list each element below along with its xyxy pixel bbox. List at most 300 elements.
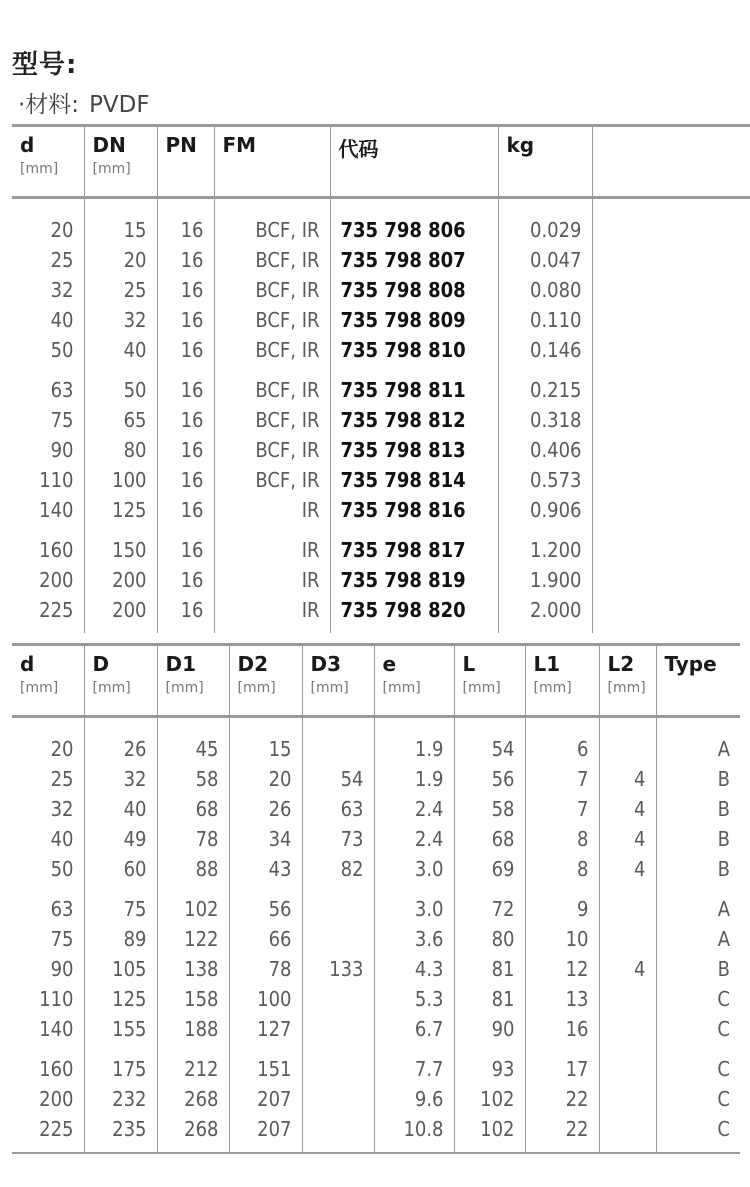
dimensions-table (12, 643, 740, 1154)
table-cell: 16 (157, 335, 214, 365)
column-header (374, 645, 454, 717)
table-row (12, 465, 750, 495)
column-header-label: d (20, 652, 35, 676)
column-header (525, 645, 599, 717)
table-cell (302, 1014, 374, 1044)
column-header-label: D2 (237, 652, 269, 676)
table-cell: B (656, 764, 740, 794)
spacer-cell (84, 884, 157, 894)
spacer-cell (157, 1044, 229, 1054)
table-cell: 268 (157, 1114, 229, 1144)
table-cell: 16 (157, 535, 214, 565)
spacer-cell (374, 717, 454, 735)
spacer-cell (229, 717, 302, 735)
table-cell: 8 (525, 824, 599, 854)
table-row (12, 954, 740, 984)
table-cell: 0.080 (498, 275, 592, 305)
column-header-label: 代码 (338, 137, 379, 161)
table-cell: 75 (50, 408, 74, 432)
table-cell: 200 (39, 568, 74, 592)
table-cell: 7 (525, 794, 599, 824)
spacer-cell (525, 1144, 599, 1153)
table-cell: C (656, 1084, 740, 1114)
empty-cell (592, 465, 750, 495)
spacer-cell (157, 525, 214, 535)
column-header-label: kg (506, 133, 535, 157)
table-cell (599, 984, 656, 1014)
column-header-unit: [mm] (92, 680, 131, 696)
table-cell: 43 (229, 854, 302, 884)
column-header-unit: [mm] (165, 680, 204, 696)
table-cell: 5.3 (374, 984, 454, 1014)
spacer-cell (656, 717, 740, 735)
spacer-cell (229, 1044, 302, 1054)
table-cell: 100 (229, 984, 302, 1014)
table-cell: IR (214, 565, 330, 595)
table-cell: BCF, IR (214, 245, 330, 275)
empty-cell (592, 495, 750, 525)
spacer-cell (12, 525, 84, 535)
table-cell: 63 (50, 897, 74, 921)
column-header-unit: [mm] (310, 680, 349, 696)
table-cell: 0.029 (498, 215, 592, 245)
article-code-cell: 735 798 807 (330, 245, 498, 275)
empty-cell (592, 245, 750, 275)
spacer-cell (454, 717, 525, 735)
table-row (12, 215, 750, 245)
table-row (12, 435, 750, 465)
table-cell: B (656, 794, 740, 824)
table-row (12, 984, 740, 1014)
table-cell: 200 (39, 1087, 74, 1111)
table-cell: 72 (454, 894, 525, 924)
table-cell: 82 (302, 854, 374, 884)
spacer-cell (599, 884, 656, 894)
table-row (12, 1084, 740, 1114)
table-cell (302, 984, 374, 1014)
group-spacer (12, 365, 750, 375)
column-header (498, 126, 592, 198)
spacer-cell (498, 525, 592, 535)
spacer-cell (656, 884, 740, 894)
table-cell: 16 (157, 245, 214, 275)
table-cell: C (656, 1114, 740, 1144)
table-cell: 26 (84, 734, 157, 764)
spacer-cell (84, 717, 157, 735)
column-header-unit: [mm] (20, 680, 59, 696)
page-heading: 型号: (12, 50, 78, 80)
spacer-cell (157, 1144, 229, 1153)
table-cell: 40 (84, 794, 157, 824)
column-header-label: FM (222, 133, 257, 157)
table-cell: 50 (84, 375, 157, 405)
table-row (12, 1054, 740, 1084)
table-cell: 138 (157, 954, 229, 984)
table-cell: 160 (39, 538, 74, 562)
table-cell: 20 (229, 764, 302, 794)
article-code-cell: 735 798 814 (330, 465, 498, 495)
spacer-cell (498, 625, 592, 633)
table-cell: 32 (50, 797, 74, 821)
spacer-cell (12, 717, 84, 735)
article-code-cell: 735 798 819 (330, 565, 498, 595)
table-cell: 1.9 (374, 764, 454, 794)
table-cell (302, 1054, 374, 1084)
table-cell: IR (214, 495, 330, 525)
table-cell (599, 1014, 656, 1044)
spacer-cell (157, 198, 214, 216)
table-cell: 50 (50, 338, 74, 362)
table-cell: A (656, 924, 740, 954)
column-header-label: L2 (607, 652, 635, 676)
table-cell: 75 (84, 894, 157, 924)
table-cell: 58 (454, 794, 525, 824)
column-header (599, 645, 656, 717)
table-cell: 16 (525, 1014, 599, 1044)
table-cell: 0.573 (498, 465, 592, 495)
table-cell: 13 (525, 984, 599, 1014)
spacer-cell (12, 625, 84, 633)
spacer-row (12, 1144, 740, 1153)
column-header-label: e (382, 652, 397, 676)
table-row (12, 405, 750, 435)
table-cell: 69 (454, 854, 525, 884)
table-cell: 17 (525, 1054, 599, 1084)
spacer-cell (454, 1044, 525, 1054)
table-cell: 9.6 (374, 1084, 454, 1114)
table-cell: IR (214, 535, 330, 565)
table-cell: 3.0 (374, 854, 454, 884)
spacer-cell (498, 198, 592, 216)
table-cell: BCF, IR (214, 435, 330, 465)
article-code-cell: 735 798 820 (330, 595, 498, 625)
column-header-label: DN (92, 133, 126, 157)
spacer-cell (599, 1144, 656, 1153)
table-cell: 90 (50, 957, 74, 981)
table-header-row (12, 645, 740, 717)
table-cell (599, 894, 656, 924)
table-cell: 4.3 (374, 954, 454, 984)
table-cell: 63 (302, 794, 374, 824)
column-header-unit: [mm] (462, 680, 501, 696)
spacer-cell (302, 1044, 374, 1054)
empty-cell (592, 275, 750, 305)
table-cell: 133 (302, 954, 374, 984)
column-header-unit: [mm] (607, 680, 646, 696)
spacer-cell (12, 1044, 84, 1054)
column-header (12, 126, 84, 198)
table-cell: 2.4 (374, 824, 454, 854)
table-cell: 1.200 (498, 535, 592, 565)
table-cell: 54 (302, 764, 374, 794)
article-code-cell: 735 798 808 (330, 275, 498, 305)
spacer-cell (84, 198, 157, 216)
empty-cell (592, 435, 750, 465)
table-cell: 200 (84, 595, 157, 625)
table-cell (599, 924, 656, 954)
table-row (12, 335, 750, 365)
table-cell: A (656, 894, 740, 924)
table-cell: A (656, 734, 740, 764)
spacer-cell (454, 1144, 525, 1153)
spacer-cell (84, 1144, 157, 1153)
table-cell: 15 (229, 734, 302, 764)
table-cell: 127 (229, 1014, 302, 1044)
table-row (12, 794, 740, 824)
table-cell: 93 (454, 1054, 525, 1084)
table-cell: 58 (157, 764, 229, 794)
spacer-cell (498, 365, 592, 375)
spacer-cell (84, 625, 157, 633)
column-header (157, 126, 214, 198)
table-cell: 80 (454, 924, 525, 954)
table-cell: 160 (39, 1057, 74, 1081)
table-cell: 81 (454, 954, 525, 984)
table-cell: B (656, 824, 740, 854)
table-row (12, 1014, 740, 1044)
spacer-row (12, 625, 750, 633)
column-header (214, 126, 330, 198)
table-cell: 0.406 (498, 435, 592, 465)
column-header-label: D1 (165, 652, 197, 676)
article-code-cell: 735 798 813 (330, 435, 498, 465)
table-header-row (12, 126, 750, 198)
table-cell: 40 (50, 308, 74, 332)
table-cell: 25 (50, 767, 74, 791)
spacer-cell (656, 1044, 740, 1054)
table-row (12, 305, 750, 335)
table-cell: 10.8 (374, 1114, 454, 1144)
column-header-unit: [mm] (92, 161, 131, 177)
table-cell: 16 (157, 215, 214, 245)
spacer-cell (214, 625, 330, 633)
spacer-cell (157, 625, 214, 633)
table-cell: 151 (229, 1054, 302, 1084)
material-label: ·材料: (18, 92, 80, 118)
column-header-label: L (462, 652, 476, 676)
empty-cell (592, 535, 750, 565)
table-cell: 56 (454, 764, 525, 794)
table-cell: 225 (39, 598, 74, 622)
spacer-cell (84, 525, 157, 535)
table-cell: BCF, IR (214, 275, 330, 305)
spacer-cell (454, 884, 525, 894)
table-cell: 34 (229, 824, 302, 854)
table-cell: 3.6 (374, 924, 454, 954)
table-row (12, 535, 750, 565)
spacer-row (12, 198, 750, 216)
table-cell: 225 (39, 1117, 74, 1141)
table-cell: 68 (454, 824, 525, 854)
table-cell: 80 (84, 435, 157, 465)
table-cell: 16 (157, 435, 214, 465)
spacer-cell (12, 1144, 84, 1153)
table-cell: 4 (599, 764, 656, 794)
spacer-cell (330, 525, 498, 535)
table-cell: 0.110 (498, 305, 592, 335)
table-cell: 81 (454, 984, 525, 1014)
spacer-cell (214, 525, 330, 535)
article-code-cell: 735 798 809 (330, 305, 498, 335)
table-cell: 1.9 (374, 734, 454, 764)
column-header (12, 645, 84, 717)
table-cell: 60 (84, 854, 157, 884)
spacer-cell (592, 198, 750, 216)
table-cell: 2.4 (374, 794, 454, 824)
column-header (302, 645, 374, 717)
table-cell: 125 (84, 495, 157, 525)
table-cell: 0.318 (498, 405, 592, 435)
table-row (12, 275, 750, 305)
group-spacer (12, 1044, 740, 1054)
spacer-cell (330, 625, 498, 633)
table-cell: 207 (229, 1114, 302, 1144)
table-row (12, 565, 750, 595)
group-spacer (12, 525, 750, 535)
table-cell (599, 1054, 656, 1084)
table-cell: 50 (50, 857, 74, 881)
table-cell: 49 (84, 824, 157, 854)
table-cell: 212 (157, 1054, 229, 1084)
table-cell: 16 (157, 275, 214, 305)
table-cell (302, 924, 374, 954)
spacer-cell (374, 884, 454, 894)
table-cell: 73 (302, 824, 374, 854)
spacer-row (12, 717, 740, 735)
table-cell: 54 (454, 734, 525, 764)
table-cell: 89 (84, 924, 157, 954)
table-row (12, 894, 740, 924)
table-cell (302, 734, 374, 764)
column-header-label: PN (165, 133, 197, 157)
column-header (84, 645, 157, 717)
table-cell: 158 (157, 984, 229, 1014)
table-cell: 100 (84, 465, 157, 495)
spacer-cell (330, 198, 498, 216)
table-cell: 88 (157, 854, 229, 884)
column-header-label: d (20, 133, 35, 157)
column-header-unit: [mm] (382, 680, 421, 696)
table-cell: 140 (39, 1017, 74, 1041)
table-cell: 16 (157, 595, 214, 625)
table-cell: 20 (84, 245, 157, 275)
spacer-cell (525, 1044, 599, 1054)
table-cell: 102 (157, 894, 229, 924)
empty-cell (592, 335, 750, 365)
table-cell: 16 (157, 405, 214, 435)
table-cell: 122 (157, 924, 229, 954)
table-cell: 7 (525, 764, 599, 794)
table-cell: 268 (157, 1084, 229, 1114)
table-row (12, 495, 750, 525)
table-cell: 63 (50, 378, 74, 402)
spacer-cell (229, 884, 302, 894)
column-header-label: D3 (310, 652, 342, 676)
table-cell: 40 (84, 335, 157, 365)
column-header-unit: [mm] (237, 680, 276, 696)
table-cell: 110 (39, 987, 74, 1011)
spacer-cell (157, 884, 229, 894)
table-cell: 4 (599, 954, 656, 984)
table-row (12, 924, 740, 954)
table-cell: 25 (84, 275, 157, 305)
empty-cell (592, 565, 750, 595)
table-cell: 16 (157, 465, 214, 495)
table-cell: 20 (50, 737, 74, 761)
spacer-cell (302, 717, 374, 735)
table-cell: 45 (157, 734, 229, 764)
table-cell: 0.047 (498, 245, 592, 275)
spacer-cell (599, 717, 656, 735)
table-cell: 10 (525, 924, 599, 954)
table-cell: 150 (84, 535, 157, 565)
spacer-cell (214, 365, 330, 375)
table-cell: 22 (525, 1114, 599, 1144)
table-cell: 7.7 (374, 1054, 454, 1084)
article-code-cell: 735 798 806 (330, 215, 498, 245)
table-cell: 68 (157, 794, 229, 824)
empty-cell (592, 595, 750, 625)
table-cell: C (656, 984, 740, 1014)
column-header (656, 645, 740, 717)
table-cell: 235 (84, 1114, 157, 1144)
table-row (12, 595, 750, 625)
column-header-unit: [mm] (20, 161, 59, 177)
table-cell: 207 (229, 1084, 302, 1114)
table-cell: 20 (50, 218, 74, 242)
spacer-cell (214, 198, 330, 216)
spacer-cell (84, 365, 157, 375)
empty-cell (592, 375, 750, 405)
table-cell: 32 (84, 305, 157, 335)
table-cell (302, 894, 374, 924)
table-row (12, 1114, 740, 1144)
spacer-cell (592, 365, 750, 375)
column-header-label: Type (664, 652, 717, 676)
column-header-label: D (92, 652, 110, 676)
column-header-label: L1 (533, 652, 561, 676)
table-cell: 4 (599, 824, 656, 854)
table-cell: 2.000 (498, 595, 592, 625)
table-row (12, 764, 740, 794)
table-cell: 0.215 (498, 375, 592, 405)
table-cell: 125 (84, 984, 157, 1014)
table-row (12, 375, 750, 405)
spacer-cell (656, 1144, 740, 1153)
table-cell: BCF, IR (214, 215, 330, 245)
spacer-cell (592, 525, 750, 535)
table-cell: 90 (50, 438, 74, 462)
table-row (12, 245, 750, 275)
spacer-cell (157, 717, 229, 735)
table-cell: 102 (454, 1114, 525, 1144)
table-cell: BCF, IR (214, 465, 330, 495)
column-header (454, 645, 525, 717)
table-cell: 56 (229, 894, 302, 924)
table-cell: 9 (525, 894, 599, 924)
group-spacer (12, 884, 740, 894)
table-cell: 22 (525, 1084, 599, 1114)
table-row (12, 734, 740, 764)
table-cell: 1.900 (498, 565, 592, 595)
table-cell: B (656, 954, 740, 984)
table-cell: 6 (525, 734, 599, 764)
article-code-cell: 735 798 816 (330, 495, 498, 525)
table-cell: 32 (84, 764, 157, 794)
table-cell: 175 (84, 1054, 157, 1084)
table-cell: 26 (229, 794, 302, 824)
empty-cell (592, 405, 750, 435)
